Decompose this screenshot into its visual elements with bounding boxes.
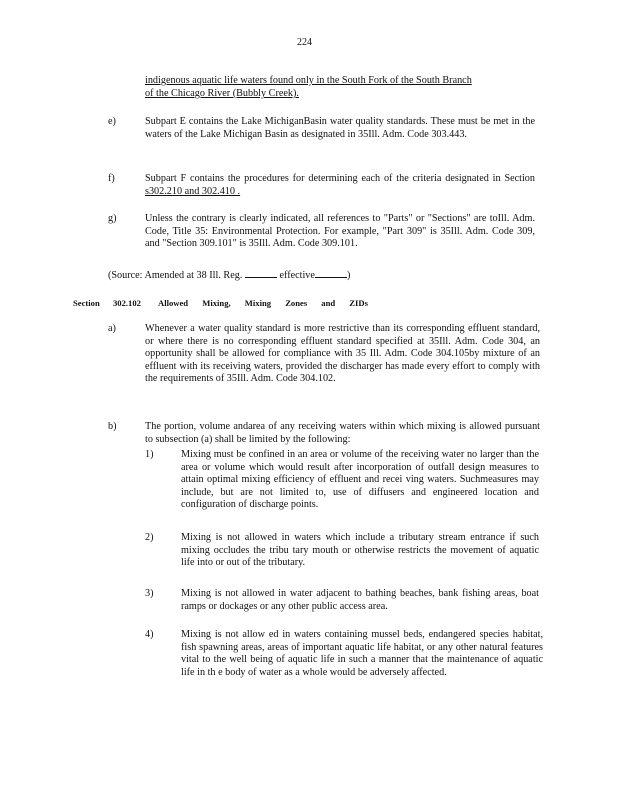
- sub-item-3-text: Mixing is not allowed in water adjacent to bathing beaches, bank fishing areas, boat ramps or dockages or any other public access area.: [181, 588, 539, 612]
- source-blank-1: [245, 268, 277, 278]
- sec-item-b-text: The portion, volume andarea of any receiving waters within which mixing is allowed pursuant to subsection (a) shall be limited by the following:: [145, 421, 540, 445]
- item-g-label: g): [108, 213, 117, 224]
- page-number: 224: [297, 37, 312, 48]
- section-title: Allowed Mixing, Mixing Zones and ZIDs: [158, 298, 368, 308]
- item-f-text-before: Subpart F contains the procedures for determining each of the criteria designated in Section: [145, 173, 535, 184]
- sub-item-1-text: Mixing must be confined in an area or volume of the receiving water no larger than the area or volume which would result after incorporation of outfall design measures to attain optimal mixing efficiency of effluent and recei ving waters. Suchmeasures may include, but are not limited to, use of diffusers and engineered location and configuration of discharge points.: [181, 449, 539, 511]
- sub-item-4-label: 4): [145, 629, 154, 640]
- sec-item-b-label: b): [108, 421, 117, 432]
- sub-item-2-label: 2): [145, 532, 154, 543]
- item-g-text: Unless the contrary is clearly indicated, all references to "Parts" or "Sections" are toIll. Adm. Code, Title 35: Environmental Protection. For example, "Part 309" is 35Ill. Adm. Code 309, and "Section 309.101" is 35Ill. Adm. Code 309.101.: [145, 213, 535, 250]
- sub-item-1-label: 1): [145, 449, 154, 460]
- sec-item-a-label: a): [108, 323, 116, 334]
- source-prefix: (Source: Amended at 38 Ill. Reg.: [108, 270, 243, 281]
- sub-item-2-text: Mixing is not allowed in waters which include a tributary stream entrance if such mixing occludes the tribu tary mouth or otherwise restricts the movement of aquatic life into or out of the tributary.: [181, 532, 539, 569]
- source-suffix: ): [346, 270, 351, 281]
- section-label: Section: [73, 298, 100, 308]
- continuation-line-2: of the Chicago River (Bubbly Creek).: [145, 88, 299, 99]
- source-note: [108, 268, 350, 283]
- item-f-label: f): [108, 173, 115, 184]
- item-e-text: Subpart E contains the Lake MichiganBasin water quality standards. These must be met in the waters of the Lake Michigan Basin as designated in 35Ill. Adm. Code 303.443.: [145, 116, 535, 140]
- continuation-line-1: indigenous aquatic life waters found only in the South Fork of the South Branch: [145, 75, 472, 86]
- source-blank-2: [315, 268, 347, 278]
- sub-item-4-text: Mixing is not allow ed in waters containing mussel beds, endangered species habitat, fish spawning areas, areas of important aquatic life habitat, or any other natural features vital to the well being of aquatic life in such a manner that the maintenance of aquatic life in th e body of water as a whole would be adversely affected.: [181, 629, 543, 678]
- item-f-underlined: s302.210 and 302.410 .: [145, 185, 241, 197]
- source-middle: effective: [279, 270, 315, 281]
- item-f-text: [145, 173, 535, 198]
- sub-item-3-label: 3): [145, 588, 154, 599]
- section-number: 302.102: [113, 298, 141, 308]
- item-e-label: e): [108, 116, 116, 127]
- sec-item-a-text: Whenever a water quality standard is more restrictive than its corresponding effluent standard, or where there is no corresponding effluent standard specified at 35Ill. Adm. Code 304, an opportunity shall be allowed for compliance with 35 Ill. Adm. Code 304.105by mixture of an effluent with its receiving waters, provided the discharger has made every effort to comply with the requirements of 35Ill. Adm. Code 304.102.: [145, 323, 540, 385]
